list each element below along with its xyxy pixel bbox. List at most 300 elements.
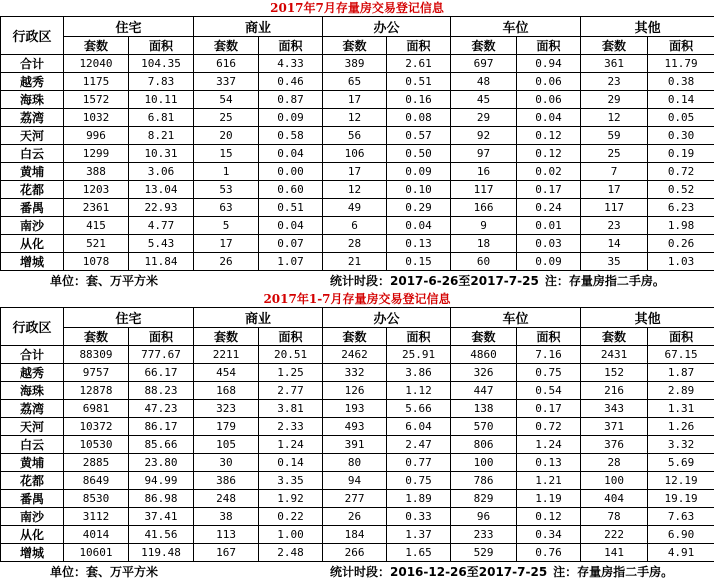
area-cell: 2.33: [259, 418, 323, 436]
count-cell: 193: [323, 400, 387, 418]
area-cell: 7.16: [517, 346, 581, 364]
count-cell: 806: [451, 436, 517, 454]
area-cell: 13.04: [129, 181, 194, 199]
count-cell: 92: [451, 127, 517, 145]
count-cell: 391: [323, 436, 387, 454]
count-cell: 389: [323, 55, 387, 73]
area-cell: 6.90: [648, 526, 714, 544]
area-cell: 0.04: [259, 145, 323, 163]
count-cell: 179: [194, 418, 259, 436]
category-header: 车位: [451, 17, 581, 37]
count-cell: 2211: [194, 346, 259, 364]
count-cell: 10530: [64, 436, 129, 454]
count-cell: 29: [581, 91, 648, 109]
area-cell: 0.02: [517, 163, 581, 181]
area-cell: 19.19: [648, 490, 714, 508]
area-cell: 0.72: [648, 163, 714, 181]
region-name: 花都: [1, 472, 64, 490]
count-cell: 996: [64, 127, 129, 145]
area-column-header: 面积: [517, 37, 581, 55]
count-cell: 26: [323, 508, 387, 526]
area-cell: 6.04: [387, 418, 451, 436]
count-cell: 1203: [64, 181, 129, 199]
area-cell: 0.57: [387, 127, 451, 145]
count-cell: 697: [451, 55, 517, 73]
region-name: 花都: [1, 181, 64, 199]
count-cell: 21: [323, 253, 387, 271]
count-cell: 266: [323, 544, 387, 562]
count-cell: 17: [194, 235, 259, 253]
area-cell: 0.14: [259, 454, 323, 472]
area-cell: 0.75: [387, 472, 451, 490]
area-cell: 0.19: [648, 145, 714, 163]
region-name: 增城: [1, 544, 64, 562]
count-cell: 233: [451, 526, 517, 544]
count-cell: 248: [194, 490, 259, 508]
area-cell: 5.43: [129, 235, 194, 253]
area-column-header: 面积: [259, 328, 323, 346]
count-cell: 9: [451, 217, 517, 235]
count-cell: 8530: [64, 490, 129, 508]
count-cell: 48: [451, 73, 517, 91]
area-cell: 94.99: [129, 472, 194, 490]
count-cell: 88309: [64, 346, 129, 364]
count-cell: 166: [451, 199, 517, 217]
table-row: [1, 346, 714, 364]
count-cell: 78: [581, 508, 648, 526]
count-cell: 2462: [323, 346, 387, 364]
count-cell: 20: [194, 127, 259, 145]
area-cell: 0.00: [259, 163, 323, 181]
region-name: 番禺: [1, 199, 64, 217]
count-cell: 17: [323, 163, 387, 181]
area-cell: 66.17: [129, 364, 194, 382]
table-footer: [0, 562, 714, 582]
count-cell: 38: [194, 508, 259, 526]
area-cell: 1.26: [648, 418, 714, 436]
area-cell: 47.23: [129, 400, 194, 418]
table-row: [1, 526, 714, 544]
statistics-period: 统计时段：2016-12-26至2017-7-25: [330, 565, 547, 579]
count-column-header: 套数: [323, 37, 387, 55]
count-column-header: 套数: [323, 328, 387, 346]
count-cell: 54: [194, 91, 259, 109]
area-cell: 1.37: [387, 526, 451, 544]
count-cell: 361: [581, 55, 648, 73]
area-cell: 0.46: [259, 73, 323, 91]
category-header: 车位: [451, 308, 581, 328]
region-name: 番禺: [1, 490, 64, 508]
count-cell: 1175: [64, 73, 129, 91]
count-cell: 28: [323, 235, 387, 253]
count-cell: 12: [323, 181, 387, 199]
count-cell: 60: [451, 253, 517, 271]
region-name: 从化: [1, 526, 64, 544]
count-cell: 45: [451, 91, 517, 109]
header-row-groups: [1, 308, 714, 328]
count-cell: 6: [323, 217, 387, 235]
count-cell: 447: [451, 382, 517, 400]
region-name: 白云: [1, 145, 64, 163]
count-cell: 7: [581, 163, 648, 181]
count-cell: 10372: [64, 418, 129, 436]
count-cell: 1572: [64, 91, 129, 109]
area-cell: 2.77: [259, 382, 323, 400]
count-cell: 106: [323, 145, 387, 163]
count-cell: 96: [451, 508, 517, 526]
table-row: [1, 490, 714, 508]
count-cell: 5: [194, 217, 259, 235]
table-row: [1, 253, 714, 271]
count-cell: 53: [194, 181, 259, 199]
area-cell: 0.29: [387, 199, 451, 217]
area-cell: 104.35: [129, 55, 194, 73]
count-cell: 94: [323, 472, 387, 490]
area-cell: 0.15: [387, 253, 451, 271]
area-cell: 1.92: [259, 490, 323, 508]
region-name: 黄埔: [1, 163, 64, 181]
area-cell: 1.03: [648, 253, 714, 271]
count-cell: 6981: [64, 400, 129, 418]
count-cell: 65: [323, 73, 387, 91]
area-cell: 1.12: [387, 382, 451, 400]
area-cell: 1.24: [259, 436, 323, 454]
area-column-header: 面积: [129, 328, 194, 346]
count-cell: 184: [323, 526, 387, 544]
count-cell: 371: [581, 418, 648, 436]
area-cell: 1.31: [648, 400, 714, 418]
unit-note: 单位：套、万平方米: [50, 271, 158, 291]
category-header: 办公: [323, 17, 451, 37]
area-cell: 3.06: [129, 163, 194, 181]
count-cell: 1032: [64, 109, 129, 127]
count-cell: 277: [323, 490, 387, 508]
table-row: [1, 508, 714, 526]
count-cell: 97: [451, 145, 517, 163]
count-cell: 388: [64, 163, 129, 181]
area-cell: 1.21: [517, 472, 581, 490]
count-cell: 12: [581, 109, 648, 127]
table-row: [1, 418, 714, 436]
table-row: [1, 454, 714, 472]
table-row: [1, 235, 714, 253]
area-cell: 4.91: [648, 544, 714, 562]
count-cell: 100: [451, 454, 517, 472]
area-column-header: 面积: [259, 37, 323, 55]
area-cell: 0.33: [387, 508, 451, 526]
area-cell: 86.98: [129, 490, 194, 508]
area-cell: 0.51: [259, 199, 323, 217]
area-cell: 0.04: [387, 217, 451, 235]
count-column-header: 套数: [64, 37, 129, 55]
transaction-table: [0, 307, 714, 562]
region-name: 黄埔: [1, 454, 64, 472]
count-cell: 12040: [64, 55, 129, 73]
area-cell: 0.51: [387, 73, 451, 91]
category-header: 住宅: [64, 17, 194, 37]
area-cell: 23.80: [129, 454, 194, 472]
header-row-sub: [1, 328, 714, 346]
count-cell: 23: [581, 73, 648, 91]
table-row: [1, 181, 714, 199]
count-cell: 26: [194, 253, 259, 271]
area-cell: 1.07: [259, 253, 323, 271]
count-cell: 386: [194, 472, 259, 490]
area-cell: 4.77: [129, 217, 194, 235]
count-cell: 786: [451, 472, 517, 490]
count-cell: 1078: [64, 253, 129, 271]
count-cell: 29: [451, 109, 517, 127]
count-cell: 100: [581, 472, 648, 490]
area-cell: 2.89: [648, 382, 714, 400]
count-column-header: 套数: [194, 328, 259, 346]
area-cell: 11.84: [129, 253, 194, 271]
area-cell: 0.50: [387, 145, 451, 163]
area-cell: 0.22: [259, 508, 323, 526]
area-cell: 85.66: [129, 436, 194, 454]
count-cell: 8649: [64, 472, 129, 490]
count-cell: 4860: [451, 346, 517, 364]
area-cell: 4.33: [259, 55, 323, 73]
count-cell: 2431: [581, 346, 648, 364]
count-cell: 35: [581, 253, 648, 271]
table-row: [1, 127, 714, 145]
table-row: [1, 163, 714, 181]
area-cell: 0.10: [387, 181, 451, 199]
region-name: 荔湾: [1, 109, 64, 127]
area-cell: 0.77: [387, 454, 451, 472]
count-cell: 28: [581, 454, 648, 472]
count-cell: 105: [194, 436, 259, 454]
region-name: 从化: [1, 235, 64, 253]
area-cell: 3.81: [259, 400, 323, 418]
area-cell: 0.52: [648, 181, 714, 199]
transaction-table: [0, 16, 714, 271]
area-cell: 0.04: [259, 217, 323, 235]
area-cell: 0.13: [517, 454, 581, 472]
category-header: 办公: [323, 308, 451, 328]
area-cell: 0.17: [517, 400, 581, 418]
area-cell: 0.12: [517, 127, 581, 145]
category-header: 商业: [194, 17, 323, 37]
count-cell: 25: [581, 145, 648, 163]
count-cell: 17: [323, 91, 387, 109]
count-cell: 3112: [64, 508, 129, 526]
table-row: [1, 145, 714, 163]
area-cell: 0.34: [517, 526, 581, 544]
count-cell: 167: [194, 544, 259, 562]
count-cell: 2361: [64, 199, 129, 217]
region-name: 天河: [1, 127, 64, 145]
region-name: 南沙: [1, 508, 64, 526]
area-cell: 0.09: [387, 163, 451, 181]
area-cell: 0.94: [517, 55, 581, 73]
area-cell: 0.76: [517, 544, 581, 562]
category-header: 其他: [581, 17, 714, 37]
table-row: [1, 109, 714, 127]
area-cell: 0.38: [648, 73, 714, 91]
area-cell: 0.58: [259, 127, 323, 145]
area-cell: 1.25: [259, 364, 323, 382]
area-cell: 11.79: [648, 55, 714, 73]
area-cell: 86.17: [129, 418, 194, 436]
unit-note: 单位：套、万平方米: [50, 562, 158, 582]
count-cell: 30: [194, 454, 259, 472]
area-cell: 0.13: [387, 235, 451, 253]
area-column-header: 面积: [387, 328, 451, 346]
region-name: 海珠: [1, 382, 64, 400]
count-cell: 138: [451, 400, 517, 418]
area-cell: 0.17: [517, 181, 581, 199]
region-name: 增城: [1, 253, 64, 271]
table-row: [1, 217, 714, 235]
statistics-period: 统计时段：2017-6-26至2017-7-25: [330, 274, 539, 288]
table-title: 2017年1-7月存量房交易登记信息: [0, 291, 714, 307]
count-cell: 216: [581, 382, 648, 400]
table-row: [1, 364, 714, 382]
table-row: [1, 91, 714, 109]
area-cell: 0.08: [387, 109, 451, 127]
count-cell: 141: [581, 544, 648, 562]
area-cell: 6.81: [129, 109, 194, 127]
count-cell: 332: [323, 364, 387, 382]
table-row: [1, 55, 714, 73]
area-cell: 0.09: [259, 109, 323, 127]
count-cell: 616: [194, 55, 259, 73]
area-cell: 0.75: [517, 364, 581, 382]
area-cell: 0.72: [517, 418, 581, 436]
count-cell: 113: [194, 526, 259, 544]
region-name: 合计: [1, 346, 64, 364]
count-cell: 56: [323, 127, 387, 145]
area-cell: 0.16: [387, 91, 451, 109]
count-cell: 570: [451, 418, 517, 436]
region-name: 越秀: [1, 73, 64, 91]
count-cell: 117: [581, 199, 648, 217]
count-cell: 10601: [64, 544, 129, 562]
table-row: [1, 436, 714, 454]
area-cell: 0.03: [517, 235, 581, 253]
count-column-header: 套数: [581, 328, 648, 346]
area-cell: 25.91: [387, 346, 451, 364]
area-cell: 1.00: [259, 526, 323, 544]
area-cell: 0.54: [517, 382, 581, 400]
area-cell: 2.47: [387, 436, 451, 454]
category-header: 商业: [194, 308, 323, 328]
count-cell: 1299: [64, 145, 129, 163]
region-name: 越秀: [1, 364, 64, 382]
area-cell: 3.32: [648, 436, 714, 454]
count-cell: 337: [194, 73, 259, 91]
count-cell: 521: [64, 235, 129, 253]
area-cell: 0.05: [648, 109, 714, 127]
count-cell: 16: [451, 163, 517, 181]
count-cell: 59: [581, 127, 648, 145]
area-cell: 0.07: [259, 235, 323, 253]
area-column-header: 面积: [648, 328, 714, 346]
count-cell: 18: [451, 235, 517, 253]
region-column-header: 行政区: [1, 17, 64, 55]
category-header: 其他: [581, 308, 714, 328]
count-cell: 15: [194, 145, 259, 163]
table-title: 2017年7月存量房交易登记信息: [0, 0, 714, 16]
count-cell: 168: [194, 382, 259, 400]
area-cell: 37.41: [129, 508, 194, 526]
area-cell: 0.12: [517, 508, 581, 526]
area-cell: 0.04: [517, 109, 581, 127]
area-cell: 2.61: [387, 55, 451, 73]
area-cell: 0.30: [648, 127, 714, 145]
area-column-header: 面积: [129, 37, 194, 55]
area-column-header: 面积: [517, 328, 581, 346]
area-cell: 1.19: [517, 490, 581, 508]
area-cell: 5.69: [648, 454, 714, 472]
area-cell: 777.67: [129, 346, 194, 364]
area-cell: 41.56: [129, 526, 194, 544]
area-cell: 12.19: [648, 472, 714, 490]
count-column-header: 套数: [194, 37, 259, 55]
area-cell: 20.51: [259, 346, 323, 364]
count-cell: 25: [194, 109, 259, 127]
area-cell: 88.23: [129, 382, 194, 400]
area-cell: 10.11: [129, 91, 194, 109]
region-name: 天河: [1, 418, 64, 436]
count-cell: 1: [194, 163, 259, 181]
table-row: [1, 400, 714, 418]
count-cell: 829: [451, 490, 517, 508]
count-cell: 4014: [64, 526, 129, 544]
count-cell: 493: [323, 418, 387, 436]
region-name: 海珠: [1, 91, 64, 109]
area-cell: 1.89: [387, 490, 451, 508]
area-cell: 0.24: [517, 199, 581, 217]
area-cell: 119.48: [129, 544, 194, 562]
table-row: [1, 199, 714, 217]
header-row-sub: [1, 37, 714, 55]
area-cell: 1.24: [517, 436, 581, 454]
definition-note: 注：存量房指二手房。: [545, 274, 665, 288]
table-row: [1, 544, 714, 562]
count-cell: 454: [194, 364, 259, 382]
count-cell: 80: [323, 454, 387, 472]
count-cell: 222: [581, 526, 648, 544]
region-name: 白云: [1, 436, 64, 454]
area-cell: 0.87: [259, 91, 323, 109]
period-block: [330, 562, 673, 582]
count-cell: 126: [323, 382, 387, 400]
count-cell: 14: [581, 235, 648, 253]
count-cell: 343: [581, 400, 648, 418]
count-cell: 529: [451, 544, 517, 562]
count-cell: 12878: [64, 382, 129, 400]
area-cell: 0.14: [648, 91, 714, 109]
count-cell: 2885: [64, 454, 129, 472]
period-block: [330, 271, 665, 291]
count-cell: 415: [64, 217, 129, 235]
count-cell: 404: [581, 490, 648, 508]
area-cell: 2.48: [259, 544, 323, 562]
definition-note: 注：存量房指二手房。: [553, 565, 673, 579]
count-cell: 49: [323, 199, 387, 217]
table-footer: [0, 271, 714, 291]
category-header: 住宅: [64, 308, 194, 328]
area-column-header: 面积: [387, 37, 451, 55]
area-cell: 5.66: [387, 400, 451, 418]
count-column-header: 套数: [451, 328, 517, 346]
table-row: [1, 382, 714, 400]
count-cell: 117: [451, 181, 517, 199]
area-cell: 1.98: [648, 217, 714, 235]
